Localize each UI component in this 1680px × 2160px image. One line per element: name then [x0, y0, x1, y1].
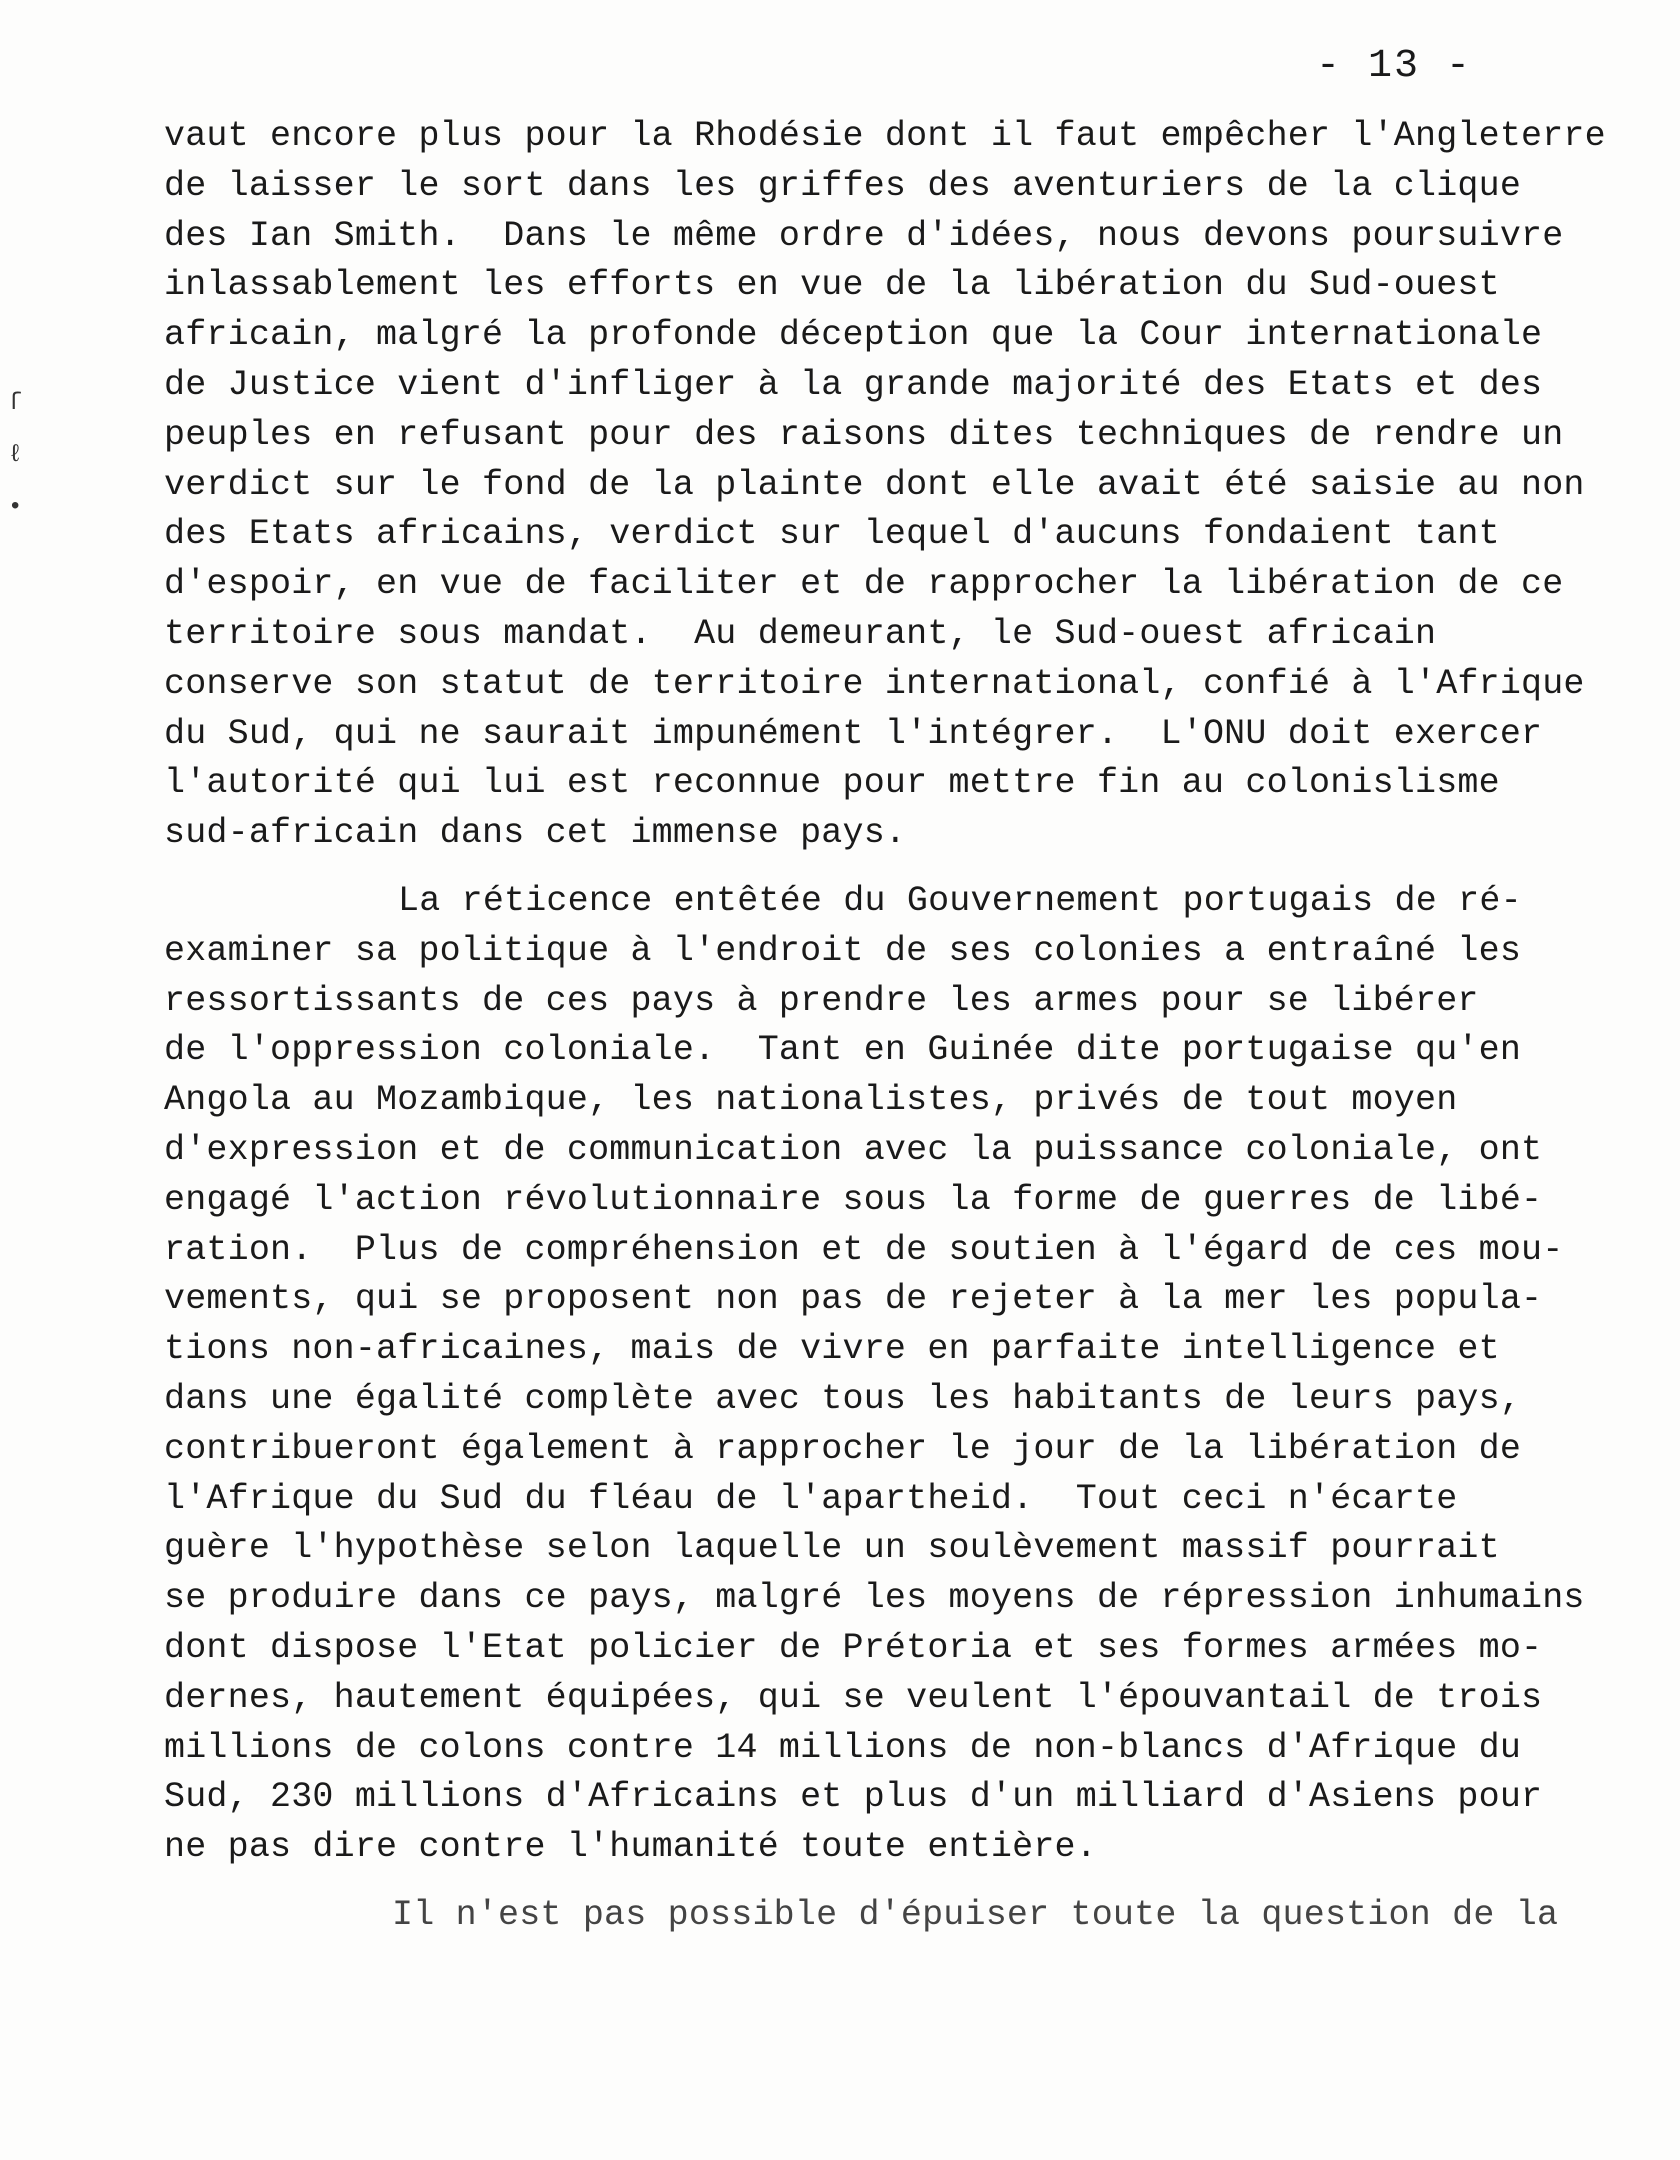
text-line: africain, malgré la profonde déception que la Cour internationale	[164, 315, 1543, 356]
text-line: Angola au Mozambique, les nationalistes, privés de tout moyen	[164, 1080, 1458, 1121]
text-line: ressortissants de ces pays à prendre les armes pour se libérer	[164, 980, 1479, 1021]
margin-marks	[8, 378, 32, 534]
page-number: - 13 -	[1315, 44, 1472, 89]
text-line: d'espoir, en vue de faciliter et de rapprocher la libération de ce	[164, 564, 1564, 605]
text-line: des Etats africains, verdict sur lequel d'aucuns fondaient tant	[164, 514, 1500, 555]
margin-mark: •	[8, 494, 23, 521]
margin-mark: ſ	[8, 390, 23, 417]
text-line: l'Afrique du Sud du fléau de l'apartheid. Tout ceci n'écarte	[164, 1478, 1458, 1519]
paragraph	[164, 1891, 1584, 1941]
text-line: sud-africain dans cet immense pays.	[164, 813, 907, 854]
text-line: examiner sa politique à l'endroit de ses colonies a entraîné les	[164, 930, 1522, 971]
text-line: territoire sous mandat. Au demeurant, le Sud-ouest africain	[164, 613, 1437, 654]
text-line: vements, qui se proposent non pas de rejeter à la mer les popula-	[164, 1279, 1543, 1320]
text-line: guère l'hypothèse selon laquelle un soulèvement massif pourrait	[164, 1528, 1500, 1569]
body-text	[164, 112, 1606, 1941]
text-line: Sud, 230 millions d'Africains et plus d'un milliard d'Asiens pour	[164, 1777, 1543, 1818]
text-line: conserve son statut de territoire international, confié à l'Afrique	[164, 663, 1585, 704]
text-line: de Justice vient d'infliger à la grande majorité des Etats et des	[164, 364, 1543, 405]
text-line: dont dispose l'Etat policier de Prétoria et ses formes armées mo-	[164, 1627, 1543, 1668]
text-line: d'expression et de communication avec la puissance coloniale, ont	[164, 1129, 1543, 1170]
text-line: ne pas dire contre l'humanité toute entière.	[164, 1827, 1097, 1868]
text-line: dernes, hautement équipées, qui se veulent l'épouvantail de trois	[164, 1677, 1543, 1718]
text-line: du Sud, qui ne saurait impunément l'intégrer. L'ONU doit exercer	[164, 713, 1543, 754]
text-line: se produire dans ce pays, malgré les moyens de répression inhumains	[164, 1578, 1585, 1619]
text-line: engagé l'action révolutionnaire sous la forme de guerres de libé-	[164, 1179, 1543, 1220]
paragraph	[164, 112, 1606, 859]
text-line: Il n'est pas possible d'épuiser toute la question de la	[392, 1894, 1559, 1935]
text-line: vaut encore plus pour la Rhodésie dont il faut empêcher l'Angleterre	[164, 116, 1606, 156]
margin-mark: ℓ	[8, 442, 23, 469]
text-line: contribueront également à rapprocher le jour de la libération de	[164, 1428, 1522, 1469]
text-line: l'autorité qui lui est reconnue pour mettre fin au colonislisme	[164, 763, 1500, 804]
paragraph	[164, 877, 1584, 1873]
text-line: tions non-africaines, mais de vivre en parfaite intelligence et	[164, 1329, 1500, 1370]
text-line: millions de colons contre 14 millions de non-blancs d'Afrique du	[164, 1727, 1522, 1768]
text-line: ration. Plus de compréhension et de soutien à l'égard de ces mou-	[164, 1229, 1564, 1270]
text-line: verdict sur le fond de la plainte dont elle avait été saisie au non	[164, 464, 1585, 505]
text-line: peuples en refusant pour des raisons dites techniques de rendre un	[164, 414, 1564, 455]
text-line: de laisser le sort dans les griffes des aventuriers de la clique	[164, 165, 1522, 206]
text-line: inlassablement les efforts en vue de la libération du Sud-ouest	[164, 265, 1500, 306]
text-line: des Ian Smith. Dans le même ordre d'idées, nous devons poursuivre	[164, 215, 1564, 256]
text-line: de l'oppression coloniale. Tant en Guinée dite portugaise qu'en	[164, 1030, 1522, 1071]
text-line: La réticence entêtée du Gouvernement portugais de ré-	[398, 880, 1522, 921]
text-line: dans une égalité complète avec tous les habitants de leurs pays,	[164, 1378, 1522, 1419]
